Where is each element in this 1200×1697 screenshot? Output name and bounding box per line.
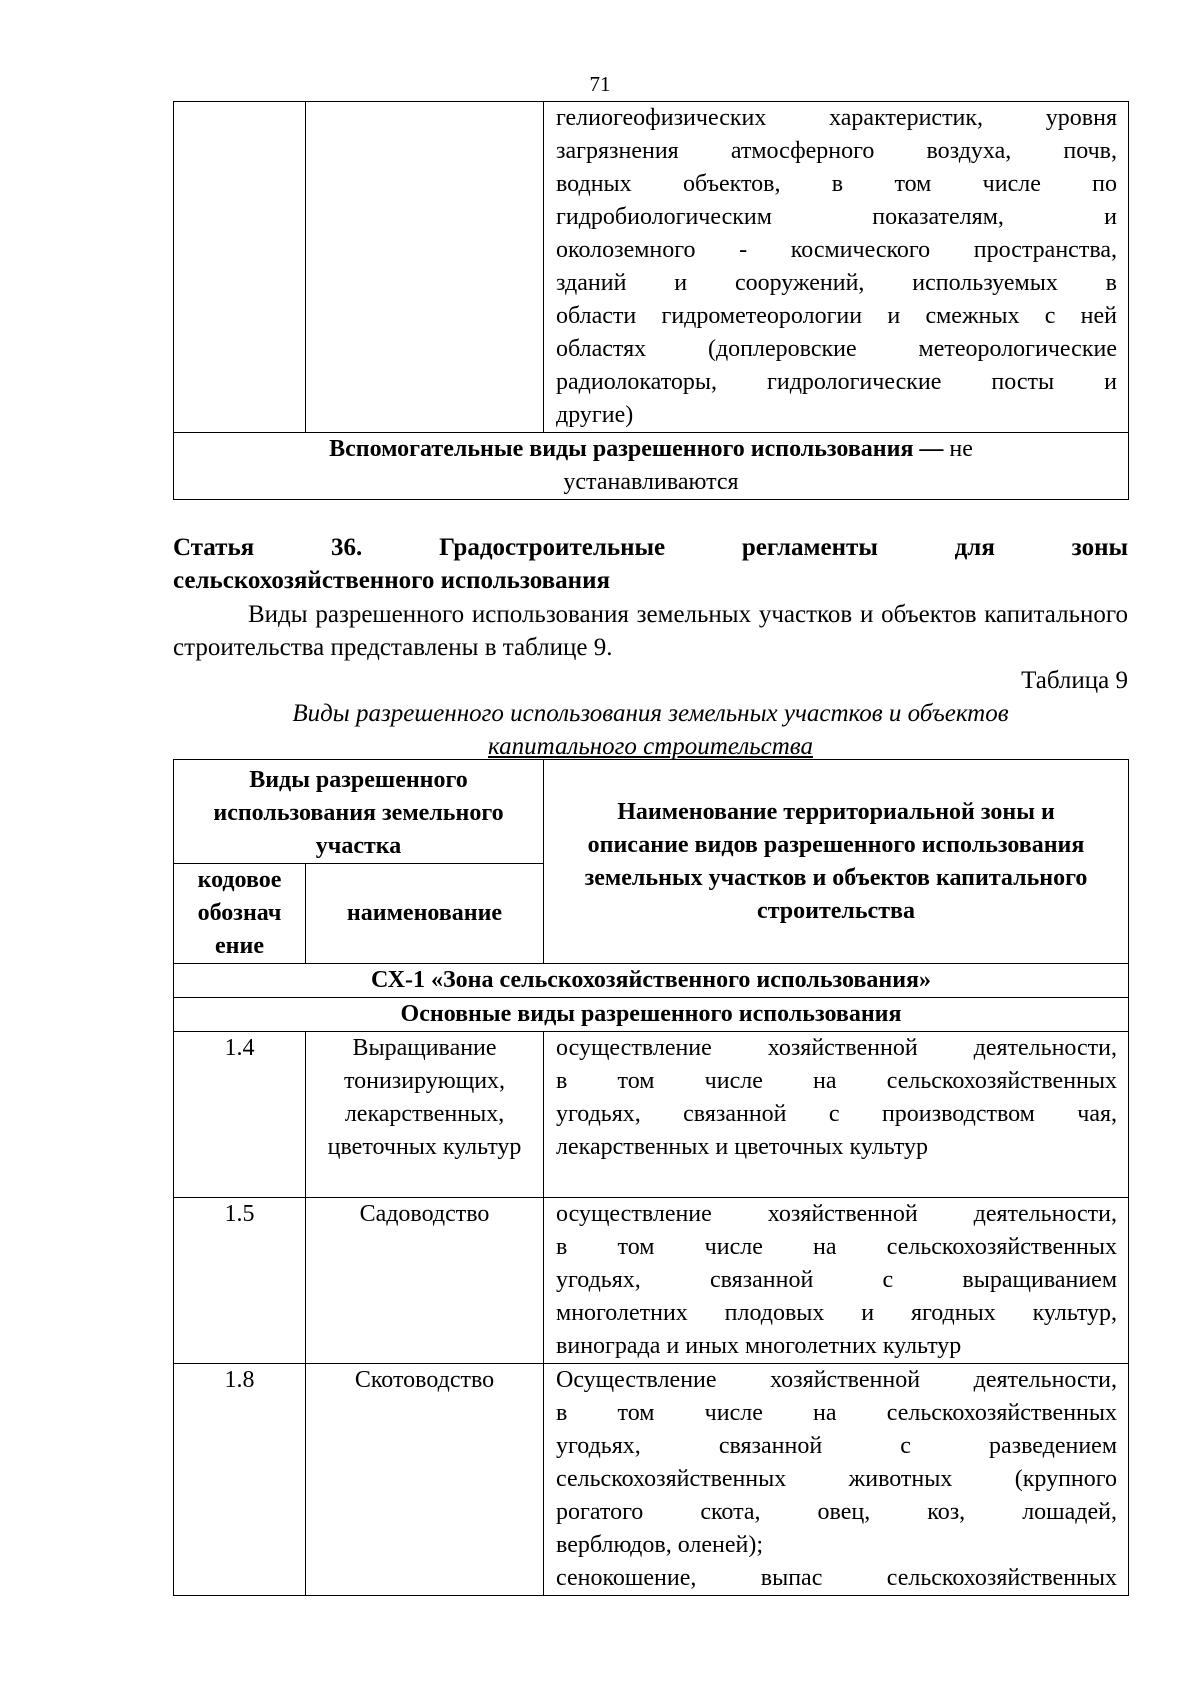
zone-title: СХ-1 «Зона сельскохозяйственного использования» [174, 964, 1129, 998]
continued-table [173, 101, 1129, 500]
table-row [174, 102, 1129, 433]
text-line: областях (доплеровские метеорологические [556, 336, 1117, 362]
table-9 [173, 759, 1129, 1596]
page-number: 71 [589, 72, 611, 96]
row-description [544, 1032, 1129, 1198]
text-line: осуществление хозяйственной деятельности, [556, 1201, 1118, 1227]
table-row [174, 433, 1129, 500]
text-line: сельскохозяйственных животных (крупного [556, 1466, 1118, 1492]
text-line: рогатого скота, овец, коз, лошадей, [556, 1499, 1118, 1525]
text-line: угодьях, связанной с производством чая, [556, 1101, 1118, 1127]
continued-description [544, 102, 1129, 433]
text-line: водных объектов, в том числе по [556, 171, 1117, 197]
text-line: зданий и сооружений, используемых в [556, 270, 1117, 296]
text-line: осуществление хозяйственной деятельности, [556, 1035, 1118, 1061]
text-line: в том числе на сельскохозяйственных [556, 1068, 1118, 1094]
heading-line2: сельскохозяйственного использования [173, 567, 611, 594]
table-row [174, 1198, 1129, 1364]
header-name: наименование [306, 864, 544, 964]
text-line: другие) [556, 402, 634, 428]
article-heading [173, 531, 1128, 597]
heading-word: 36. [331, 534, 363, 561]
header-description: Наименование территориальной зоны и описание видов разрешенного использования земельных участков и объектов капитального строительства [544, 760, 1129, 964]
text-line: загрязнения атмосферного воздуха, почв, [556, 138, 1117, 164]
row-code: 1.8 [174, 1364, 306, 1596]
table-caption [173, 697, 1128, 763]
row-code: 1.4 [174, 1032, 306, 1198]
row-name: Выращивание тонизирующих, лекарственных, цветочных культур [306, 1032, 544, 1198]
auxiliary-types-row [174, 433, 1129, 500]
text-line: многолетних плодовых и ягодных культур, [556, 1300, 1118, 1326]
text-line: верблюдов, оленей); [556, 1532, 764, 1558]
caption-line: капитального строительства [488, 733, 813, 760]
row-name: Скотоводство [306, 1364, 544, 1596]
text-line: сенокошение, выпас сельскохозяйственных [556, 1565, 1118, 1591]
caption-line: Виды разрешенного использования земельных участков и объектов [292, 700, 1009, 727]
text-line: Осуществление хозяйственной деятельности, [556, 1367, 1118, 1393]
table-number: Таблица 9 [1021, 667, 1128, 694]
table-row [174, 1032, 1129, 1198]
text-line: угодьях, связанной с выращиванием [556, 1267, 1118, 1293]
table-row [174, 1364, 1129, 1596]
table-row [174, 964, 1129, 998]
row-description [544, 1198, 1129, 1364]
auxiliary-bold: Вспомогательные виды разрешенного использования — [329, 436, 944, 462]
heading-word: Статья [173, 534, 255, 561]
auxiliary-normal: не [949, 436, 973, 462]
row-description [544, 1364, 1129, 1596]
heading-word: Градостроительные [439, 534, 666, 561]
text-line: гелиогеофизических характеристик, уровня [556, 105, 1117, 131]
header-code: кодовое обознач ение [174, 864, 306, 964]
heading-word: зоны [1071, 534, 1128, 561]
text-line: в том числе на сельскохозяйственных [556, 1234, 1118, 1260]
row-name: Садоводство [306, 1198, 544, 1364]
table-header-row [174, 760, 1129, 864]
text-line: радиолокаторы, гидрологические посты и [556, 369, 1117, 395]
main-types-title: Основные виды разрешенного использования [174, 998, 1129, 1032]
table-row [174, 998, 1129, 1032]
heading-word: регламенты [741, 534, 878, 561]
heading-word: для [954, 534, 995, 561]
text-line: лекарственных и цветочных культур [556, 1134, 928, 1160]
auxiliary-line2: устанавливаются [563, 469, 739, 495]
header-group: Виды разрешенного использования земельного участка [174, 760, 544, 864]
row-code: 1.5 [174, 1198, 306, 1364]
text-line: в том числе на сельскохозяйственных [556, 1400, 1118, 1426]
text-line: винограда и иных многолетних культур [556, 1333, 962, 1359]
text-line: угодьях, связанной с разведением [556, 1433, 1118, 1459]
text-line: гидробиологическим показателям, и [556, 204, 1117, 230]
text-line: околоземного - космического пространства, [556, 237, 1117, 263]
text-line: области гидрометеорологии и смежных с ней [556, 303, 1117, 329]
article-paragraph: Виды разрешенного использования земельных участков и объектов капитального строительства представлены в таблице 9. [173, 601, 1128, 661]
